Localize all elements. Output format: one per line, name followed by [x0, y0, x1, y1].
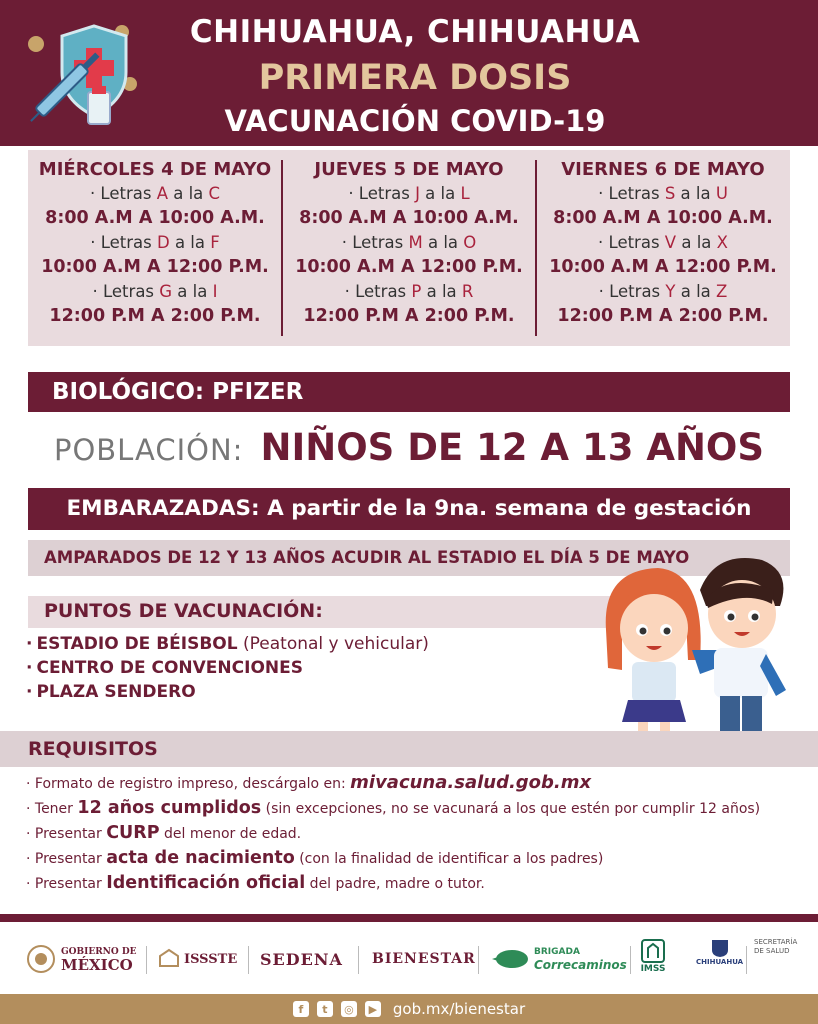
letters-range: · Letras D a la F	[90, 233, 220, 252]
amparados-bar: AMPARADOS DE 12 Y 13 AÑOS ACUDIR AL ESTADIO EL DÍA 5 DE MAYO	[28, 540, 790, 576]
time-range: 8:00 A.M A 10:00 A.M.	[553, 208, 773, 228]
vacuna-url-link[interactable]: mivacuna.salud.gob.mx	[350, 772, 592, 793]
requisitos-title: REQUISITOS	[0, 731, 818, 767]
schedule-column-friday	[536, 158, 790, 329]
list-item: · ESTADIO DE BÉISBOL (Peatonal y vehicular)	[26, 634, 429, 654]
time-range: 12:00 P.M A 2:00 P.M.	[49, 306, 261, 326]
imss-logo: IMSS	[640, 938, 666, 980]
city-title: CHIHUAHUA, CHIHUAHUA	[189, 14, 641, 50]
letters-range: · Letras J a la L	[348, 184, 470, 203]
list-item: · Presentar CURP del menor de edad.	[26, 823, 302, 843]
schedule-column-thursday	[282, 158, 536, 329]
puntos-title: PUNTOS DE VACUNACIÓN:	[28, 596, 688, 628]
imss-emblem-icon	[640, 938, 666, 964]
letters-range: · Letras M a la O	[341, 233, 477, 252]
campaign-title: VACUNACIÓN COVID-19	[224, 104, 606, 138]
list-item: · PLAZA SENDERO	[26, 682, 196, 702]
letters-range: · Letras G a la I	[92, 282, 218, 301]
schedule-panel	[28, 150, 790, 346]
chihuahua-shield-icon	[710, 938, 730, 958]
letters-range: · Letras A a la C	[89, 184, 221, 203]
letters-range: · Letras P a la R	[344, 282, 474, 301]
eagle-emblem-icon	[26, 944, 56, 974]
time-range: 12:00 P.M A 2:00 P.M.	[303, 306, 515, 326]
bienestar-logo: BIENESTAR	[372, 951, 476, 967]
chihuahua-logo: CHIHUAHUA	[696, 938, 743, 980]
header-banner	[0, 0, 818, 146]
time-range: 10:00 A.M A 12:00 P.M.	[549, 257, 777, 277]
requisitos-list	[26, 774, 786, 899]
letters-range: · Letras Y a la Z	[598, 282, 728, 301]
biologico-bar: BIOLÓGICO: PFIZER	[28, 372, 790, 412]
schedule-day: VIERNES 6 DE MAYO	[561, 159, 765, 180]
list-item: · Formato de registro impreso, descárgalo en: mivacuna.salud.gob.mx	[26, 772, 592, 793]
institution-logos	[0, 930, 818, 988]
issste-logo: ISSSTE	[158, 938, 237, 980]
schedule-column-wednesday	[28, 158, 282, 329]
sedena-logo: SEDENA	[260, 949, 343, 969]
facebook-icon[interactable]: f	[293, 1001, 309, 1017]
twitter-icon[interactable]: t	[317, 1001, 333, 1017]
poblacion-label: POBLACIÓN:	[53, 433, 244, 467]
time-range: 8:00 A.M A 10:00 A.M.	[299, 208, 519, 228]
schedule-day: JUEVES 5 DE MAYO	[314, 159, 504, 180]
youtube-icon[interactable]: ▶	[365, 1001, 381, 1017]
secretaria-salud-logo: SECRETARÍA DE SALUD	[754, 938, 798, 955]
list-item: · Tener 12 años cumplidos (sin excepciones, no se vacunará a los que estén por cumplir 12 años)	[26, 798, 761, 818]
list-item: · Presentar Identificación oficial del padre, madre o tutor.	[26, 873, 485, 893]
brigada-correcaminos-logo: BRIGADA Correcaminos	[490, 938, 627, 980]
time-range: 8:00 A.M A 10:00 A.M.	[45, 208, 265, 228]
list-item: · CENTRO DE CONVENCIONES	[26, 658, 303, 678]
issste-emblem-icon	[158, 948, 180, 970]
dose-title: PRIMERA DOSIS	[258, 58, 572, 98]
gobierno-mexico-logo: GOBIERNO DE MÉXICO	[26, 938, 137, 980]
poblacion-value: NIÑOS DE 12 A 13 AÑOS	[260, 426, 765, 469]
time-range: 12:00 P.M A 2:00 P.M.	[557, 306, 769, 326]
letters-range: · Letras S a la U	[598, 184, 728, 203]
time-range: 10:00 A.M A 12:00 P.M.	[295, 257, 523, 277]
instagram-icon[interactable]: ◎	[341, 1001, 357, 1017]
list-item: · Presentar acta de nacimiento (con la finalidad de identificar a los padres)	[26, 848, 604, 868]
footer-url-link[interactable]: gob.mx/bienestar	[392, 1000, 526, 1018]
footer-bar	[0, 994, 818, 1024]
poblacion-line	[0, 426, 818, 469]
time-range: 10:00 A.M A 12:00 P.M.	[41, 257, 269, 277]
embarazadas-bar: EMBARAZADAS: A partir de la 9na. semana de gestación	[28, 488, 790, 530]
letters-range: · Letras V a la X	[598, 233, 728, 252]
roadrunner-icon	[490, 947, 530, 971]
schedule-day: MIÉRCOLES 4 DE MAYO	[38, 159, 272, 180]
vaccine-shield-illustration	[22, 20, 142, 132]
section-divider	[0, 914, 818, 922]
puntos-list	[26, 632, 429, 704]
